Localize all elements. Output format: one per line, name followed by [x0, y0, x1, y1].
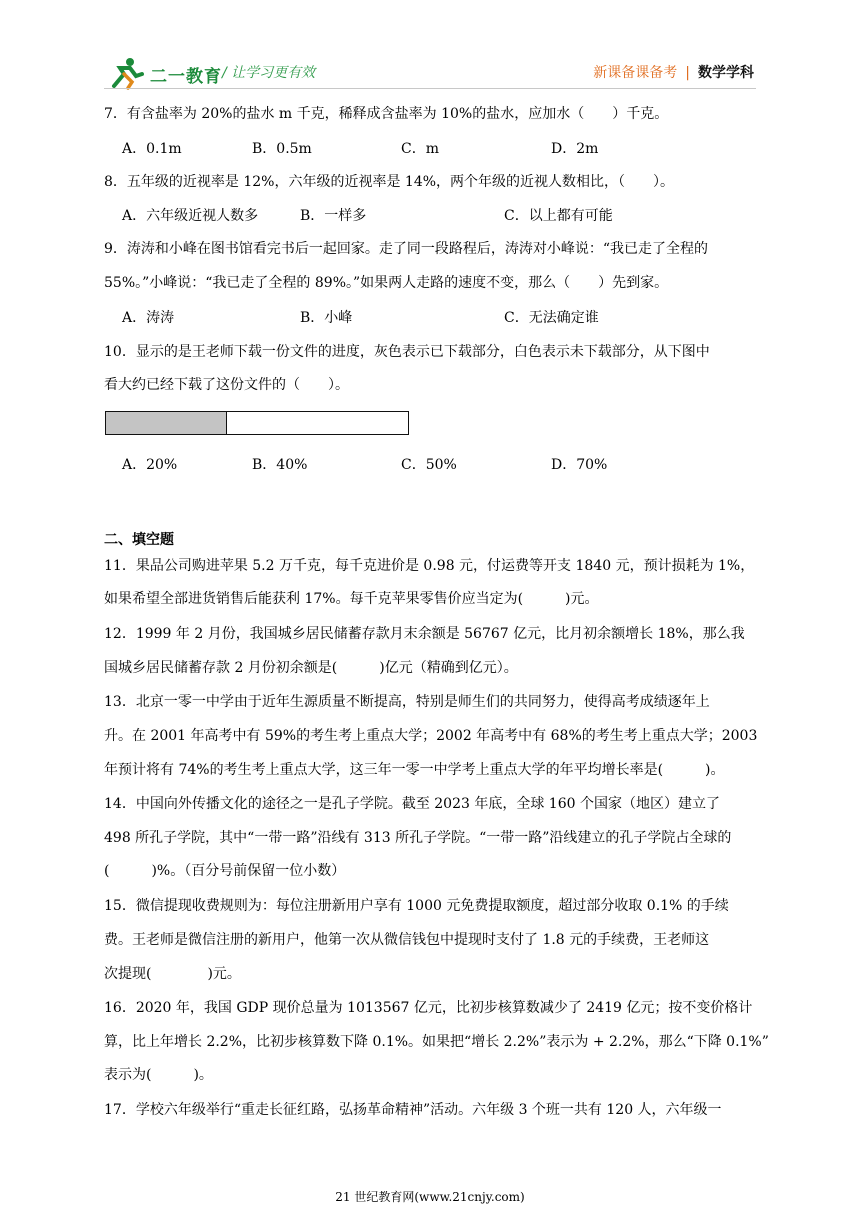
- q10-stem-line-1: 10．显示的是王老师下载一份文件的进度，灰色表示已下载部分，白色表示未下载部分，从下图中: [104, 344, 710, 360]
- q10-stem-line-2: 看大约已经下载了这份文件的（ ）。: [104, 377, 349, 393]
- q15-line-1: 15．微信提现收费规则为：每位注册新用户享有 1000 元免费提取额度，超过部分收取 0.1% 的手续: [104, 898, 729, 914]
- q17-line-1: 17．学校六年级举行“重走长征红路，弘扬革命精神”活动。六年级 3 个班一共有 120 人，六年级一: [104, 1102, 722, 1118]
- q11-line-1: 11．果品公司购进苹果 5.2 万千克，每千克进价是 0.98 元，付运费等开支 1840 元，预计损耗为 1%，: [104, 558, 755, 574]
- q9-stem-line-2: 55%。”小峰说：“我已走了全程的 89%。”如果两人走路的速度不变，那么（ ）先到家。: [104, 275, 669, 291]
- q13-line-1: 13．北京一零一中学由于近年生源质量不断提高，特别是师生们的共同努力，使得高考成绩逐年上: [104, 694, 710, 710]
- q7-option-a: A．0.1m: [122, 141, 182, 157]
- runner-logo-icon: [106, 56, 146, 90]
- q9-option-b: B．小峰: [300, 310, 353, 326]
- q10-option-c: C．50%: [401, 457, 457, 473]
- q8-option-a: A．六年级近视人数多: [122, 208, 259, 224]
- header-separator: |: [685, 65, 690, 81]
- slogan: / 让学习更有效: [222, 65, 316, 81]
- q8-option-c: C．以上都有可能: [504, 208, 613, 224]
- q11-line-2: 如果希望全部进货销售后能获利 17%。每千克苹果零售价应当定为( )元。: [104, 591, 599, 607]
- q16-line-1: 16．2020 年，我国 GDP 现价总量为 1013567 亿元，比初步核算数减少了 2419 亿元；按不变价格计: [104, 1000, 753, 1016]
- q13-line-2: 升。在 2001 年高考中有 59%的考生考上重点大学；2002 年高考中有 68%的考生考上重点大学；2003: [104, 728, 758, 744]
- page-footer: 21 世纪教育网(www.21cnjy.com): [335, 1190, 525, 1204]
- q10-option-d: D．70%: [551, 457, 608, 473]
- download-progress-bar: [105, 411, 409, 435]
- q7-option-c: C．m: [401, 141, 439, 157]
- page-header: [0, 0, 860, 100]
- section-title: 二、填空题: [104, 532, 174, 548]
- q12-line-2: 国城乡居民储蓄存款 2 月份初余额是( )亿元（精确到亿元）。: [104, 660, 518, 676]
- header-divider: [104, 88, 756, 89]
- q12-line-1: 12．1999 年 2 月份，我国城乡居民储蓄存款月末余额是 56767 亿元，比月初余额增长 18%，那么我: [104, 626, 745, 642]
- q14-line-1: 14．中国向外传播文化的途径之一是孔子学院。截至 2023 年底，全球 160 个国家（地区）建立了: [104, 796, 720, 812]
- q10-option-a: A．20%: [122, 457, 178, 473]
- q9-option-a: A．涛涛: [122, 310, 175, 326]
- q7-stem: 7．有含盐率为 20%的盐水 m 千克，稀释成含盐率为 10%的盐水，应加水（ ）千克。: [104, 106, 669, 122]
- q8-stem: 8．五年级的近视率是 12%，六年级的近视率是 14%，两个年级的近视人数相比，（ ）。: [104, 174, 675, 190]
- q7-option-b: B．0.5m: [252, 141, 312, 157]
- subject-label: 数学学科: [698, 65, 754, 81]
- downloaded-portion: [106, 412, 227, 434]
- q9-option-c: C．无法确定谁: [504, 310, 599, 326]
- q14-line-3: ( )%。（百分号前保留一位小数）: [104, 863, 346, 879]
- q15-line-3: 次提现( )元。: [104, 966, 241, 982]
- exam-label: 新课备课备考: [593, 65, 678, 81]
- q13-line-3: 年预计将有 74%的考生考上重点大学，这三年一零一中学考上重点大学的年平均增长率是( )。: [104, 762, 725, 778]
- q15-line-2: 费。王老师是微信注册的新用户，他第一次从微信钱包中提现时支付了 1.8 元的手续费，王老师这: [104, 932, 710, 948]
- q7-option-d: D．2m: [551, 141, 599, 157]
- q8-option-b: B．一样多: [300, 208, 367, 224]
- q10-option-b: B．40%: [252, 457, 308, 473]
- header-right: [593, 62, 754, 82]
- q16-line-3: 表示为( )。: [104, 1067, 213, 1083]
- q9-stem-line-1: 9．涛涛和小峰在图书馆看完书后一起回家。走了同一段路程后，涛涛对小峰说：“我已走了全程的: [104, 241, 709, 257]
- logo-text: 二一教育: [150, 67, 222, 87]
- q16-line-2: 算，比上年增长 2.2%，比初步核算数下降 0.1%。如果把“增长 2.2%”表示为 + 2.2%，那么“下降 0.1%”: [104, 1034, 769, 1050]
- q14-line-2: 498 所孔子学院，其中“一带一路”沿线有 313 所孔子学院。“一带一路”沿线建立的孔子学院占全球的: [104, 830, 732, 846]
